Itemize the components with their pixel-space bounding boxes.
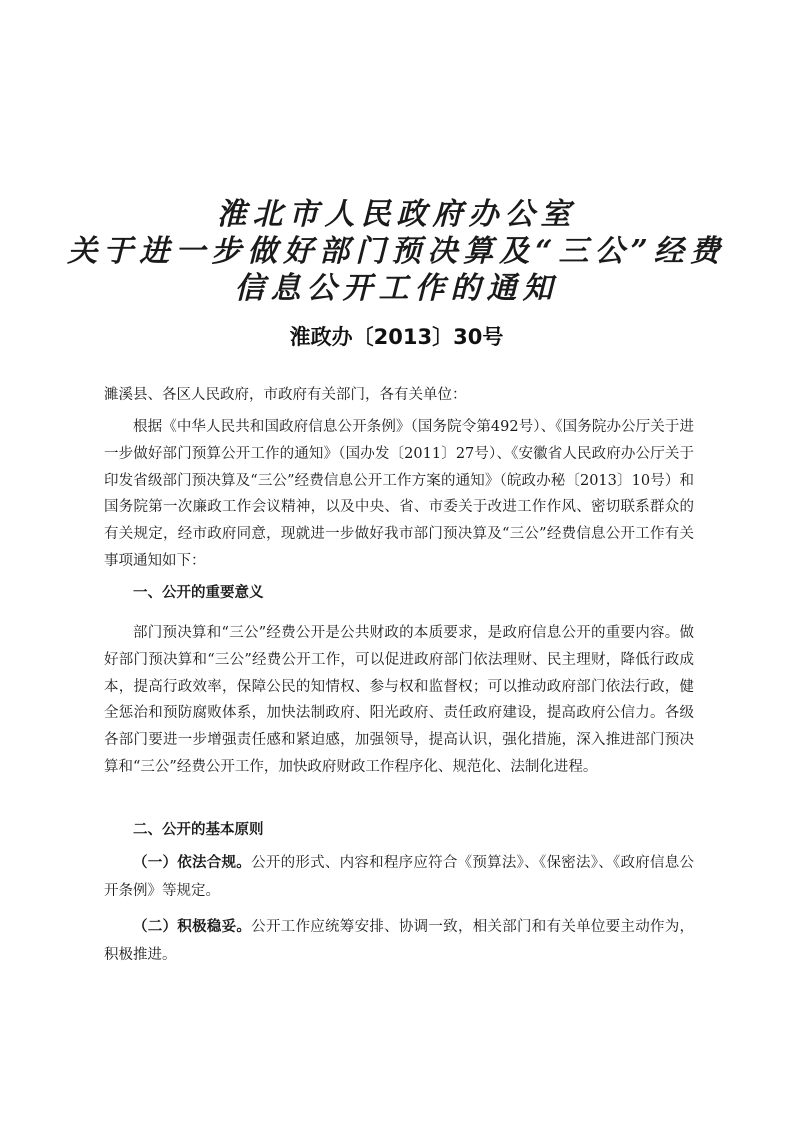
principle-2-lead: （二）积极稳妥。 [133, 919, 252, 935]
title-line-2: 关于进一步做好部门预决算及“三公”经费 [67, 234, 726, 269]
intro-paragraph: 根据《中华人民共和国政府信息公开条例》（国务院令第492号）、《国务院办公厅关于进一步做好部门预算公开工作的通知》（国办发〔2011〕27号）、《安徽省人民政府办公厅关于印发省级部门预决算及“三公”经费信息公开工作方案的通知》（皖政办秘〔2013〕10号）和国务院第一次廉政工作会议精神，以及中央、省、市委关于改进工作作风、密切联系群众的有关规定，经市政府同意，现就进一步做好我市部门预决算及“三公”经费信息公开工作有关事项通知如下： [104, 419, 694, 569]
section-1-paragraph: 部门预决算和“三公”经费公开是公共财政的本质要求，是政府信息公开的重要内容。做好部门预决算和“三公”经费公开工作，可以促进政府部门依法理财、民主理财，降低行政成本，提高行政效率，保障公民的知情权、参与权和监督权；可以推动政府部门依法行政，健全惩治和预防腐败体系，加快法制政府、阳光政府、责任政府建设，提高政府公信力。各级各部门要进一步增强责任感和紧迫感，加强领导，提高认识，强化措施，深入推进部门预决算和“三公”经费公开工作，加快政府财政工作程序化、规范化、法制化进程。 [104, 625, 694, 775]
title-line-1: 淮北市人民政府办公室 [216, 197, 577, 232]
principle-2-paragraph [104, 913, 694, 969]
document-number: 淮政办〔2013〕30号 [289, 325, 504, 349]
section-1-heading: 一、公开的重要意义 [133, 585, 264, 601]
principle-1-text: 公开的形式、内容和程序应符合《预算法》、《保密法》、《政府信息公开条例》等规定。 [104, 855, 695, 899]
document-title [60, 196, 733, 307]
principle-1-lead: （一）依法合规。 [133, 855, 252, 871]
addressee: 濉溪县、各区人民政府，市政府有关部门，各有关单位： [104, 387, 467, 403]
title-line-3: 信息公开工作的通知 [234, 271, 559, 306]
principle-2-text: 公开工作应统筹安排、协调一致，相关部门和有关单位要主动作为，积极推进。 [104, 919, 695, 963]
section-2-heading: 二、公开的基本原则 [133, 822, 264, 838]
principle-1-paragraph [104, 849, 694, 905]
